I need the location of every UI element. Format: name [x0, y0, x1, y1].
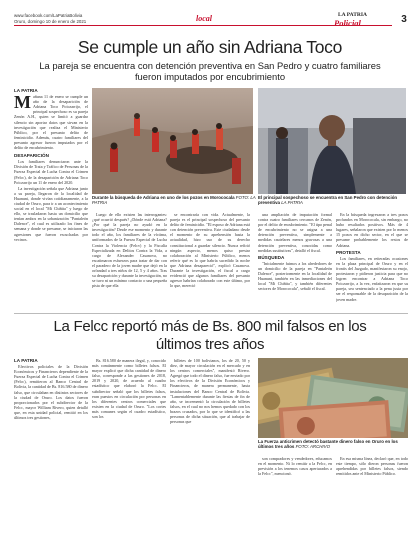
story1-col3: se encontraría con vida. Actualmente, la pareja es el principal sospechoso del presunto delito de feminicidio. "El esposo de Adriana está con detención preventiva. Este ciudadano desde el momento de su aprehensión hasta la actualidad, hizo uso de su derecho constitucional a guardar silencio. Nunca refirió ningún aspecto, menos quiso prestar colaboración al Ministerio Público, menos referir qué es lo que habría sucedido la noche que Adriana desapareció", explicó Casanova. Durante la investigación, el fiscal a cargo evidenció que algunos familiares del presunto agresor habrían colaborado con este último, por lo que, mereció	[170, 212, 250, 289]
paragraph: La investigación señala que Adriana junto a su pareja, llegaron de la localidad de Huanuni, donde vivían cotidianamente, a la ciudad de Oruro, para ir a un acontecimiento social en el local "Mi Chiñita" y luego de ello, se trasladaron hasta un domicilio que tenían ambos en la urbanización "Pantaleón Dalence", el cual es utilizado los fines de semana y donde se presume, se iniciaron las agresiones que fueron escuchadas por vecinos.	[14, 185, 88, 242]
story1-col4	[258, 212, 332, 312]
section-heading-protesta: PROTESTA	[336, 249, 361, 255]
paragraph: Los familiares, en reiteradas ocasiones en la plaza principal de Oruro y en el frontis del Juzgado, manifestaron su enojo, protestaron y pidieron justicia para que no logren encontrar a Adriana Toco Poiczarrijo, a la vez, enfatizaron en que su pareja, sea sentenciado a la pena justa por ser el responsable de la desaparición de la joven madre.	[336, 255, 408, 302]
paragraph: "Inicialmente fuimos a los alrededores de un domicilio de la pareja en "Pantaleón Dalence", posteriormente en la localidad de Huanuni, también en las inmediaciones del local "Mi Chiñita", y también diferentes sectores de Morococala", señaló el fiscal.	[258, 260, 332, 292]
caption-credit: FOTO: ARCHIVO	[295, 444, 330, 450]
paragraph: Los familiares denunciaron ante la División de Trata y Tráfico de Personas de la Fuerza Especial de Lucha Contra el Crimen (Felcc), de la desaparición de Adriana Toco Poiczarrijo un 11 de enero del 2020.	[14, 159, 88, 185]
caption-bold: Durante la búsqueda de Adriana en uno de los pozos en Morococala	[92, 195, 235, 200]
paragraph: Efectivos policiales de la División Económicos y Financieros dependiente de la Fuerza Especial de Lucha Contra el Crimen (Felcc), remitieron al Banco Central de Bolivia, la cantidad de Bs. 816.580 de dinero falso, que circulaban en distintos sectores de la ciudad de Oruro. Los datos fueron proporcionados por el subdirector de la Felcc, mayor William Rivero, quien detalló que, en esta unidad policial, remitió en los últimos tres gestiones,	[14, 364, 88, 421]
caption-credit: LA PATRIA	[281, 200, 303, 206]
story1-subhead: La pareja se encuentra con detención preventiva en San Pedro y cuatro familiares fueron imputados por encubrimiento	[39, 60, 381, 82]
site-url[interactable]: www.facebook.com/LaPatriaBolivia	[14, 13, 83, 18]
story1-headline: Se cumple un año sin Adriana Toco	[77, 37, 343, 57]
caption-credit: FOTO: LA PATRIA	[92, 195, 256, 206]
drop-cap: M	[14, 92, 31, 113]
story2-byline: LA PATRIA	[14, 358, 38, 363]
caption-bold: El principal sospechoso se encuentra en San Pedro con detención preventiva	[258, 195, 398, 206]
money-photo-image	[258, 358, 408, 438]
story2-col2: Bs. 816.580 de manera ilegal, y, conocido más comúnmente como billetes falsos. El mayor explicó que dicha cantidad de dinero falso, corresponde a las gestiones de 2018, 2019 y 2020, de acuerdo al cuadro estadístico que elaboró la Felcc. El subdirector señaló que los billetes falsos, eran puestos en circulación por personas en los diferentes centros comerciales que existen en la ciudad de Oruro. "Los cortes más comunes según el cuadro estadístico, son los	[92, 358, 166, 420]
brand-bottom: Policial	[334, 18, 361, 28]
lead-text: añana 11 de enero se cumple un año de la desaparición de Adriana Toco Poiczarrijo, el principal sospechoso es su pareja Zenón A.H., quien se limitó a guardar silencio sin aportar datos que sirvan en la investigación que realiza el Ministerio Público, por el presunto delito de feminicidio. Además, cuatro familiares del presunto agresor fueron imputados por el delito de encubrimiento.	[14, 94, 88, 151]
story2-headline: La Felcc reportó más de Bs. 800 mil falsos en los últimos tres años	[53, 318, 367, 353]
story2-col4: son compradores y vendedores, educamos en el momento. Ni lo remitir a la Felcc, en previsión a los tenemos casos aperturados a la Felcc", mencionó.	[258, 456, 332, 477]
story2-col1	[14, 358, 88, 524]
caption-bold: La Fuerza anticrimen detectó bastante dinero falso en Oruro en los últimos tres años	[258, 439, 398, 450]
section-heading-busqueda: BÚSQUEDA	[258, 254, 285, 260]
story2-col3: billetes de 100 bolivianos, los de 20, 50 y diez, de mayor circulación en el mercado y en los centros comerciales", manifestó Rivero. Agregó que todo el dinero falso, fue enviado por los efectivos de la División Económicos y Financieros, de manera permanente, hasta instalaciones del Banco Central de Bolivia. "Lamentablemente durante las fiestas de fin de año, se incrementó la circulación de billetes falsos, en el cual no nos hemos quedado con los brazos cruzados, por lo que se identificó a las personas de dicha situación, que al trabajar de personas que	[170, 358, 250, 425]
story1-col1	[14, 88, 88, 245]
lead-paragraph	[14, 94, 88, 150]
suspect-photo-caption	[258, 195, 408, 205]
page-number: 3	[401, 14, 407, 25]
section-label: local	[196, 14, 212, 23]
date-line: Oruro, domingo 10 de enero de 2021	[14, 19, 87, 24]
story-divider	[14, 313, 408, 314]
story2-col5: En esa misma línea, declaró que, en todo este tiempo, sólo dieron personas fueron aprehendidas por billetes falsos, siendo remitidos ante el Ministerio Público.	[336, 456, 408, 477]
search-photo-caption	[92, 195, 257, 205]
story1-col5	[336, 212, 408, 312]
search-photo	[92, 88, 253, 194]
brand-top: LA PATRIA	[338, 12, 367, 18]
paragraph: una ampliación de imputación formal contra cuatro familiares cercanos de Zenón, por el delito de encubrimiento. "El tipo penal de encubrimiento no se asigna a una detención preventiva, simplemente a medidas cautelares menos gravosas a una detención preventiva, conocidas como medidas sustitutivas", detalló el fiscal.	[258, 212, 332, 253]
counterfeit-money-photo	[258, 358, 408, 438]
top-bar	[0, 0, 420, 40]
search-photo-image	[92, 88, 253, 194]
suspect-photo	[258, 88, 406, 194]
story1-byline: LA PATRIA	[14, 88, 38, 93]
money-photo-caption	[258, 439, 408, 449]
suspect-photo-image	[258, 88, 406, 194]
paragraph: En la búsqueda ingresaron a tres pozos profundos en Morococala, sin embargo, no hubo resultados positivos. Más de 4 lugares, señalaron que existen por lo menos 15 pozos en dicho sector, en el que se presume probablemente los restos de Adriana.	[336, 212, 408, 248]
story1-col2: Luego de ello existen las interrogantes: ¿qué ocurrió después? ¿Dónde está Adriana? ¿Por qué la pareja no ayudó en la investigación? Desde ese momento y durante todo el año, los familiares de la víctima, uniformados de la Fuerza Especial de Lucha Contra la Violencia (Felcv) y la Fiscalía Especializada en Delitos Contra la Vida, a cargo de Alexander Casanova, no escatimaron esfuerzos para tratar de dar con el paradero de la joven madre que dejó en la orfandad a tres niños de 12, 5 y 4 años. Tras su desaparición y durante la investigación, no se tuvo ni un mínimo contacto o una pequeña pista de que ella	[92, 212, 167, 289]
section-heading-desaparicion: DESAPARICIÓN	[14, 153, 49, 159]
